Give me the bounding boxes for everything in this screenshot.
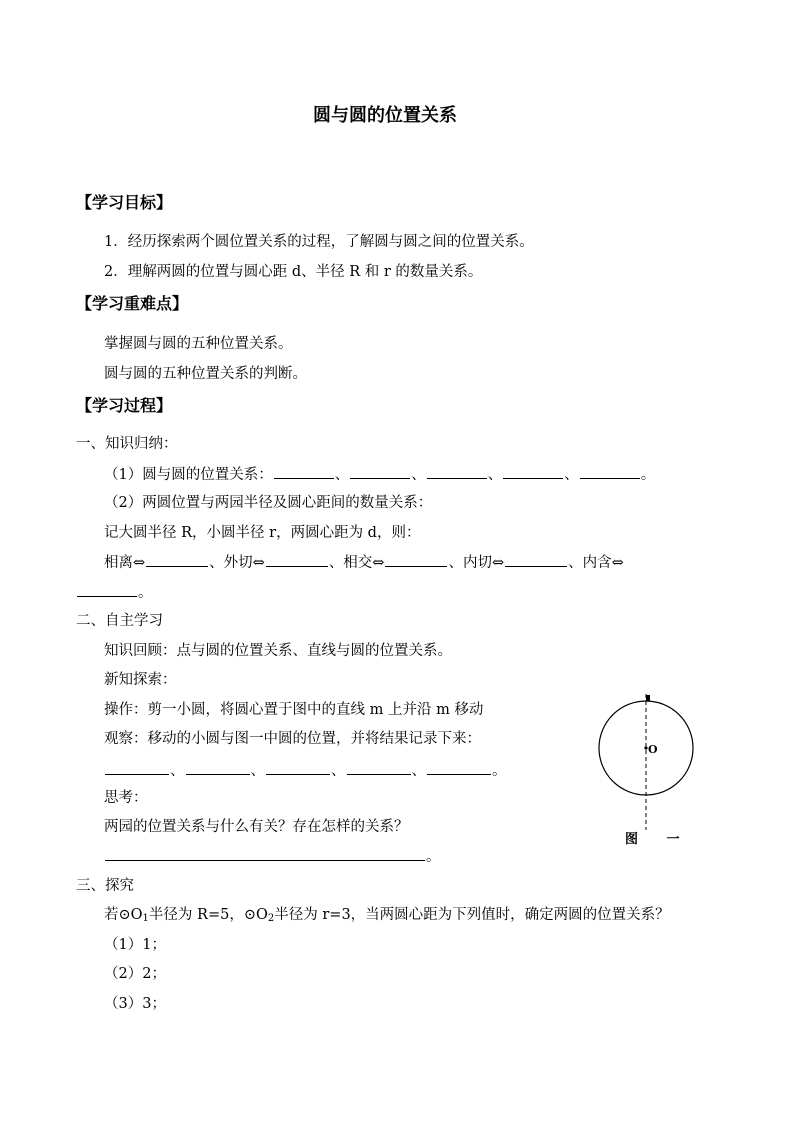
period: 。 [138, 585, 153, 601]
problem-text: 半径为 r=3，当两圆心距为下列值时，确定两圆的位置关系？ [274, 907, 670, 923]
answer-blank[interactable] [105, 760, 169, 775]
part1-heading: 一、知识归纳： [76, 436, 178, 452]
relation-label: 相离⇔ [104, 555, 146, 571]
review-text: 知识回顾：点与圆的位置关系、直线与圆的位置关系。 [104, 643, 452, 659]
answer-blank[interactable] [580, 464, 640, 479]
case-item: （2）2； [104, 966, 166, 982]
q1-line [104, 464, 655, 485]
problem-text: 若⊙O [104, 907, 143, 923]
separator: 、 [487, 467, 503, 483]
observe-text: 观察：移动的小圆与图一中圆的位置，并将结果记录下来： [104, 731, 481, 747]
q1-label: （1）圆与圆的位置关系： [104, 467, 273, 483]
goal-item: 2．理解两圆的位置与圆心距 d、半径 R 和 r 的数量关系。 [104, 264, 483, 280]
q2-label: （2）两圆位置与两园半径及圆心距间的数量关系： [104, 495, 433, 511]
separator: 、 [170, 763, 185, 779]
separator: 、 [411, 467, 426, 483]
relation-label: 、外切⇔ [209, 555, 265, 571]
answer-blank[interactable] [505, 552, 567, 567]
period: 。 [426, 849, 441, 865]
center-label-o: O [648, 743, 658, 756]
think-text: 思考： [104, 790, 148, 806]
subscript: 2 [267, 913, 275, 924]
answer-blank[interactable] [350, 464, 410, 479]
answer-blank[interactable] [266, 760, 330, 775]
relation-label: 、内切⇔ [448, 555, 505, 571]
answer-blank[interactable] [274, 464, 334, 479]
answer-blank[interactable] [427, 760, 491, 775]
separator: 、 [411, 763, 426, 779]
relations-line [104, 552, 624, 573]
figure-caption: 图 一 [625, 832, 692, 847]
period: 。 [492, 763, 507, 779]
key-point-item: 圆与圆的五种位置关系的判断。 [104, 366, 307, 382]
case-item: （3）3； [104, 996, 166, 1012]
part2-heading: 二、自主学习 [76, 613, 163, 629]
explore-text: 新知探索： [104, 672, 177, 688]
answer-blank[interactable] [77, 582, 137, 597]
problem-statement [104, 905, 670, 929]
question-text: 两园的位置关系与什么有关？存在怎样的关系？ [104, 819, 409, 835]
page-title: 圆与圆的位置关系 [313, 105, 457, 126]
problem-text: 半径为 R=5，⊙O [148, 907, 268, 923]
answer-blank[interactable] [385, 552, 447, 567]
question-answer-line [104, 846, 441, 867]
answer-blank[interactable] [266, 552, 328, 567]
answer-blank[interactable] [347, 760, 411, 775]
observe-blanks [104, 760, 507, 781]
answer-blank[interactable] [186, 760, 250, 775]
separator: 、 [250, 763, 265, 779]
line-m-marker [646, 695, 650, 701]
subscript: 1 [142, 913, 149, 924]
goals-heading: 【学习目标】 [76, 193, 173, 212]
relation-label: 、内含⇔ [568, 555, 624, 571]
operate-text: 操作：剪一小圆，将圆心置于图中的直线 m 上并沿 m 移动 [104, 702, 484, 718]
separator: 、 [564, 467, 579, 483]
part3-heading: 三、探究 [76, 878, 134, 894]
answer-blank[interactable] [105, 846, 425, 861]
process-heading: 【学习过程】 [76, 396, 173, 415]
answer-blank[interactable] [503, 464, 563, 479]
answer-blank[interactable] [427, 464, 487, 479]
relation-label: 、相交⇔ [328, 555, 385, 571]
case-item: （1）1； [104, 937, 166, 953]
relations-line-cont [76, 582, 153, 603]
separator: 、 [334, 467, 350, 483]
key-points-heading: 【学习重难点】 [76, 294, 189, 313]
answer-blank[interactable] [146, 552, 208, 567]
key-point-item: 掌握圆与圆的五种位置关系。 [104, 336, 293, 352]
goal-item: 1．经历探索两个圆位置关系的过程，了解圆与圆之间的位置关系。 [104, 234, 534, 250]
q2-note: 记大圆半径 R，小圆半径 r，两圆心距为 d，则： [104, 525, 421, 541]
separator: 、 [331, 763, 346, 779]
figure-one-diagram [592, 690, 702, 850]
period: 。 [640, 467, 656, 483]
